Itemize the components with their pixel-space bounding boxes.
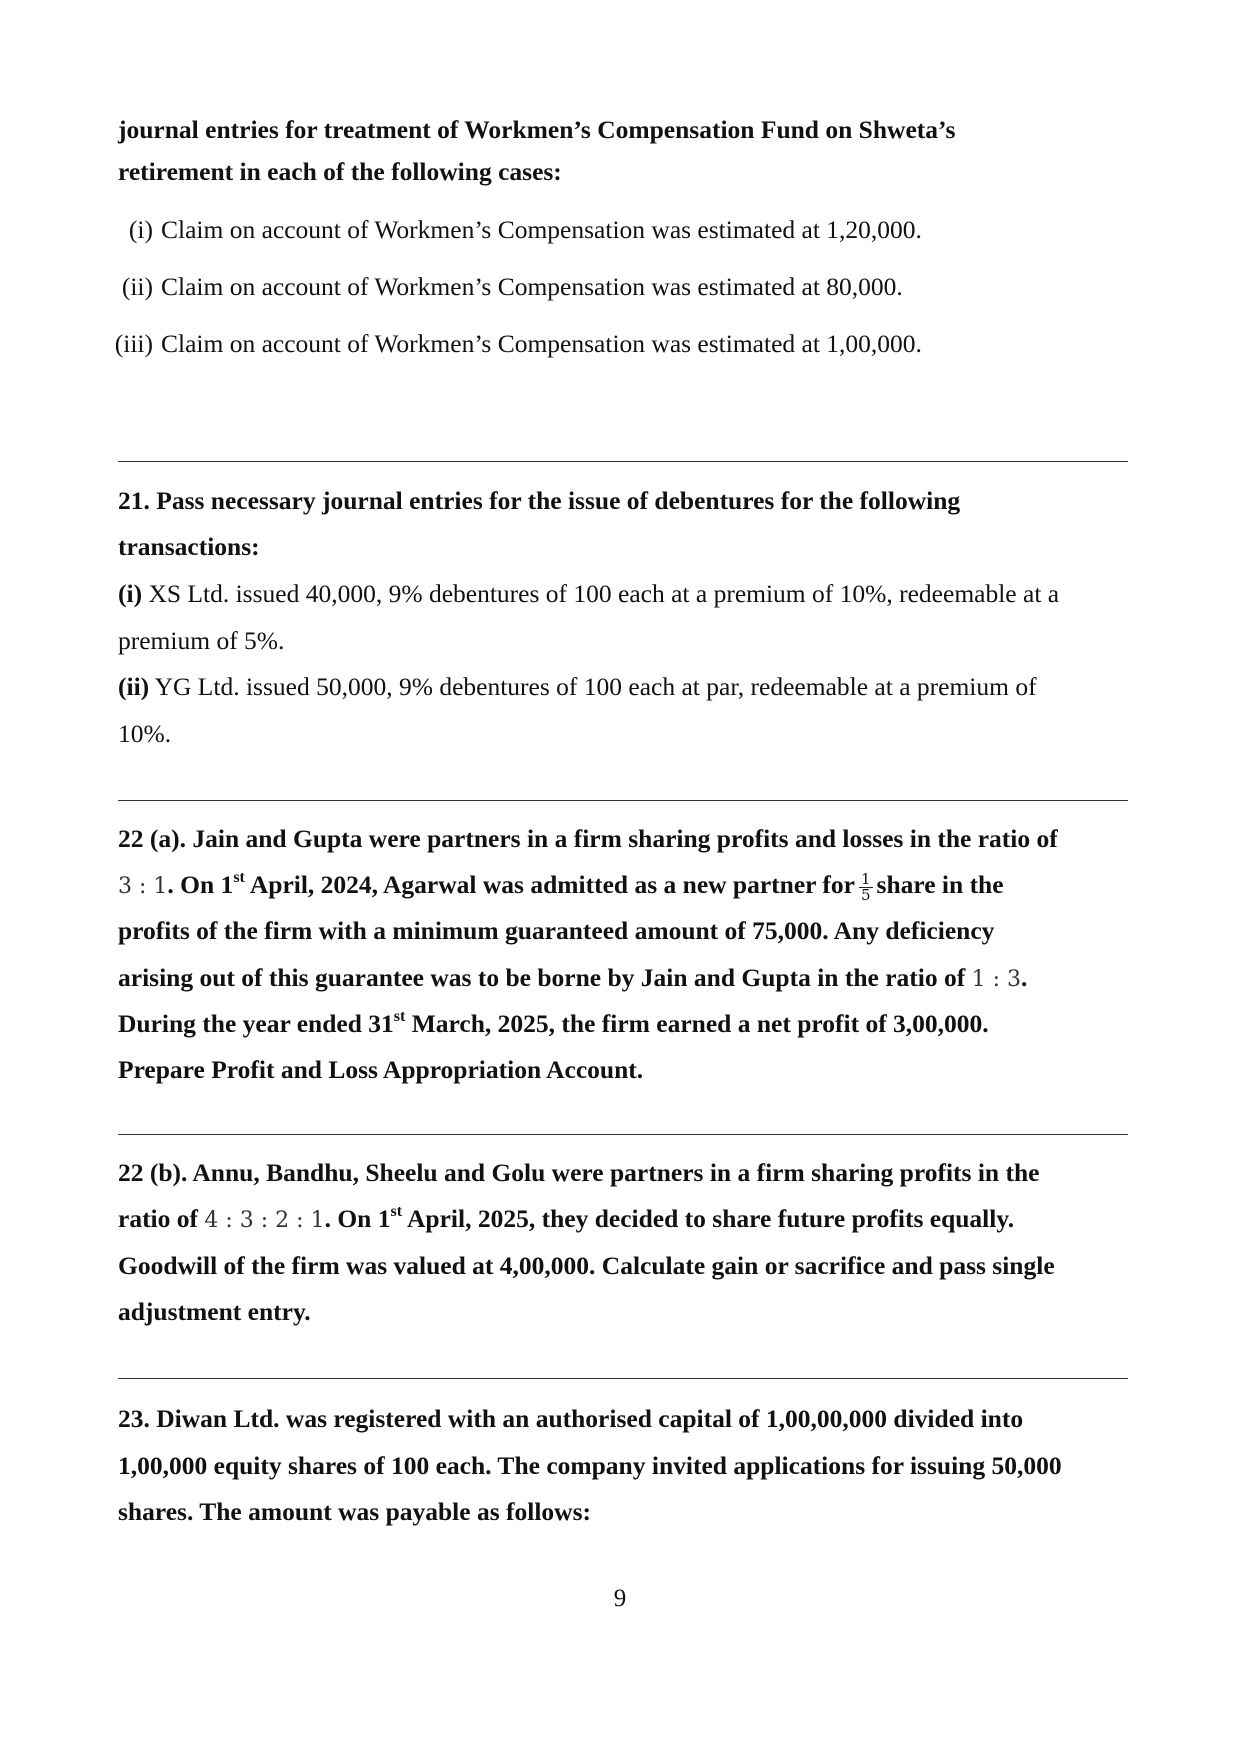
case-text: Claim on account of Workmen’s Compensation was estimated at 1,00,000. (161, 329, 922, 358)
q22a-line-6: Prepare Profit and Loss Appropriation Account. (118, 1055, 644, 1084)
text-run: . (1021, 963, 1028, 992)
text-run: share in the (876, 870, 1004, 899)
q21-item-2-line-1 (118, 671, 1128, 703)
q20-case-1 (105, 214, 1115, 246)
q20-intro-line-1: journal entries for treatment of Workmen’s Compensation Fund on Shweta’s (118, 115, 956, 144)
text-run: . On 1 (324, 1204, 391, 1233)
q21-item-2-line-2: 10%. (118, 719, 172, 748)
q21-heading-line-2: transactions: (118, 532, 260, 561)
ordinal-suffix: st (393, 1007, 406, 1025)
fraction (859, 869, 873, 904)
page-number: 9 (613, 1585, 627, 1612)
section-divider (118, 1378, 1128, 1379)
ordinal-suffix: st (233, 868, 245, 886)
q22b-line-1: 22 (b). Annu, Bandhu, Sheelu and Golu were partners in a firm sharing profits in the (118, 1158, 1040, 1187)
text-run: arising out of this guarantee was to be borne by Jain and Gupta in the ratio of (118, 963, 972, 992)
ratio: 4 : 3 : 2 : 1 (204, 1208, 325, 1233)
q22a-line-2 (118, 869, 1128, 903)
item-text: XS Ltd. issued 40,000, 9% debentures of 100 each at a premium of 10%, redeemable at a (142, 579, 1060, 608)
q20-case-3 (105, 328, 1115, 360)
section-divider (118, 800, 1128, 801)
q23-line-3: shares. The amount was payable as follows: (118, 1497, 591, 1526)
q23-line-2: 1,00,000 equity shares of 100 each. The company invited applications for issuing 50,000 (118, 1451, 1062, 1480)
item-label: (ii) (118, 672, 150, 701)
case-number: (ii) (121, 272, 153, 301)
q23-line-1: 23. Diwan Ltd. was registered with an authorised capital of 1,00,00,000 divided into (118, 1404, 1024, 1433)
q22a-line-4 (118, 962, 1128, 996)
q22a-line-3: profits of the firm with a minimum guaranteed amount of 75,000. Any deficiency (118, 916, 995, 945)
q21-item-1-line-1 (118, 578, 1128, 610)
case-text: Claim on account of Workmen’s Compensation was estimated at 1,20,000. (161, 215, 922, 244)
text-run: April, 2024, Agarwal was admitted as a new partner for (244, 870, 855, 899)
q22b-line-3: Goodwill of the firm was valued at 4,00,000. Calculate gain or sacrifice and pass single (118, 1251, 1055, 1280)
q22b-line-4: adjustment entry. (118, 1297, 311, 1326)
section-divider (118, 461, 1128, 462)
q21-item-1-line-2: premium of 5%. (118, 626, 285, 655)
q21-heading-line-1: 21. Pass necessary journal entries for the issue of debentures for the following (118, 486, 961, 515)
case-number: (iii) (114, 329, 153, 358)
text-run: March, 2025, the firm earned a net profit of 3,00,000. (405, 1009, 989, 1038)
text-run: ratio of (118, 1204, 205, 1233)
ratio: 1 : 3 (971, 967, 1022, 992)
q22b-line-2 (118, 1203, 1128, 1237)
text-run: . On 1 (167, 870, 234, 899)
ordinal-suffix: st (390, 1202, 403, 1220)
item-text: YG Ltd. issued 50,000, 9% debentures of 100 each at par, redeemable at a premium of (149, 672, 1037, 701)
case-number: (i) (128, 215, 153, 244)
q20-intro-line-2: retirement in each of the following cases: (118, 157, 562, 186)
fraction-denominator: 5 (860, 885, 871, 904)
case-text: Claim on account of Workmen’s Compensation was estimated at 80,000. (161, 272, 903, 301)
text-run: During the year ended 31 (118, 1009, 394, 1038)
text-run: April, 2025, they decided to share future profits equally. (402, 1204, 1015, 1233)
q20-case-2 (105, 271, 1115, 303)
item-label: (i) (118, 579, 143, 608)
fraction-numerator: 1 (860, 869, 871, 888)
q22a-line-5 (118, 1008, 1128, 1040)
section-divider (118, 1134, 1128, 1135)
q22a-line-1: 22 (a). Jain and Gupta were partners in a firm sharing profits and losses in the ratio of (118, 824, 1058, 853)
ratio: 3 : 1 (118, 874, 168, 899)
